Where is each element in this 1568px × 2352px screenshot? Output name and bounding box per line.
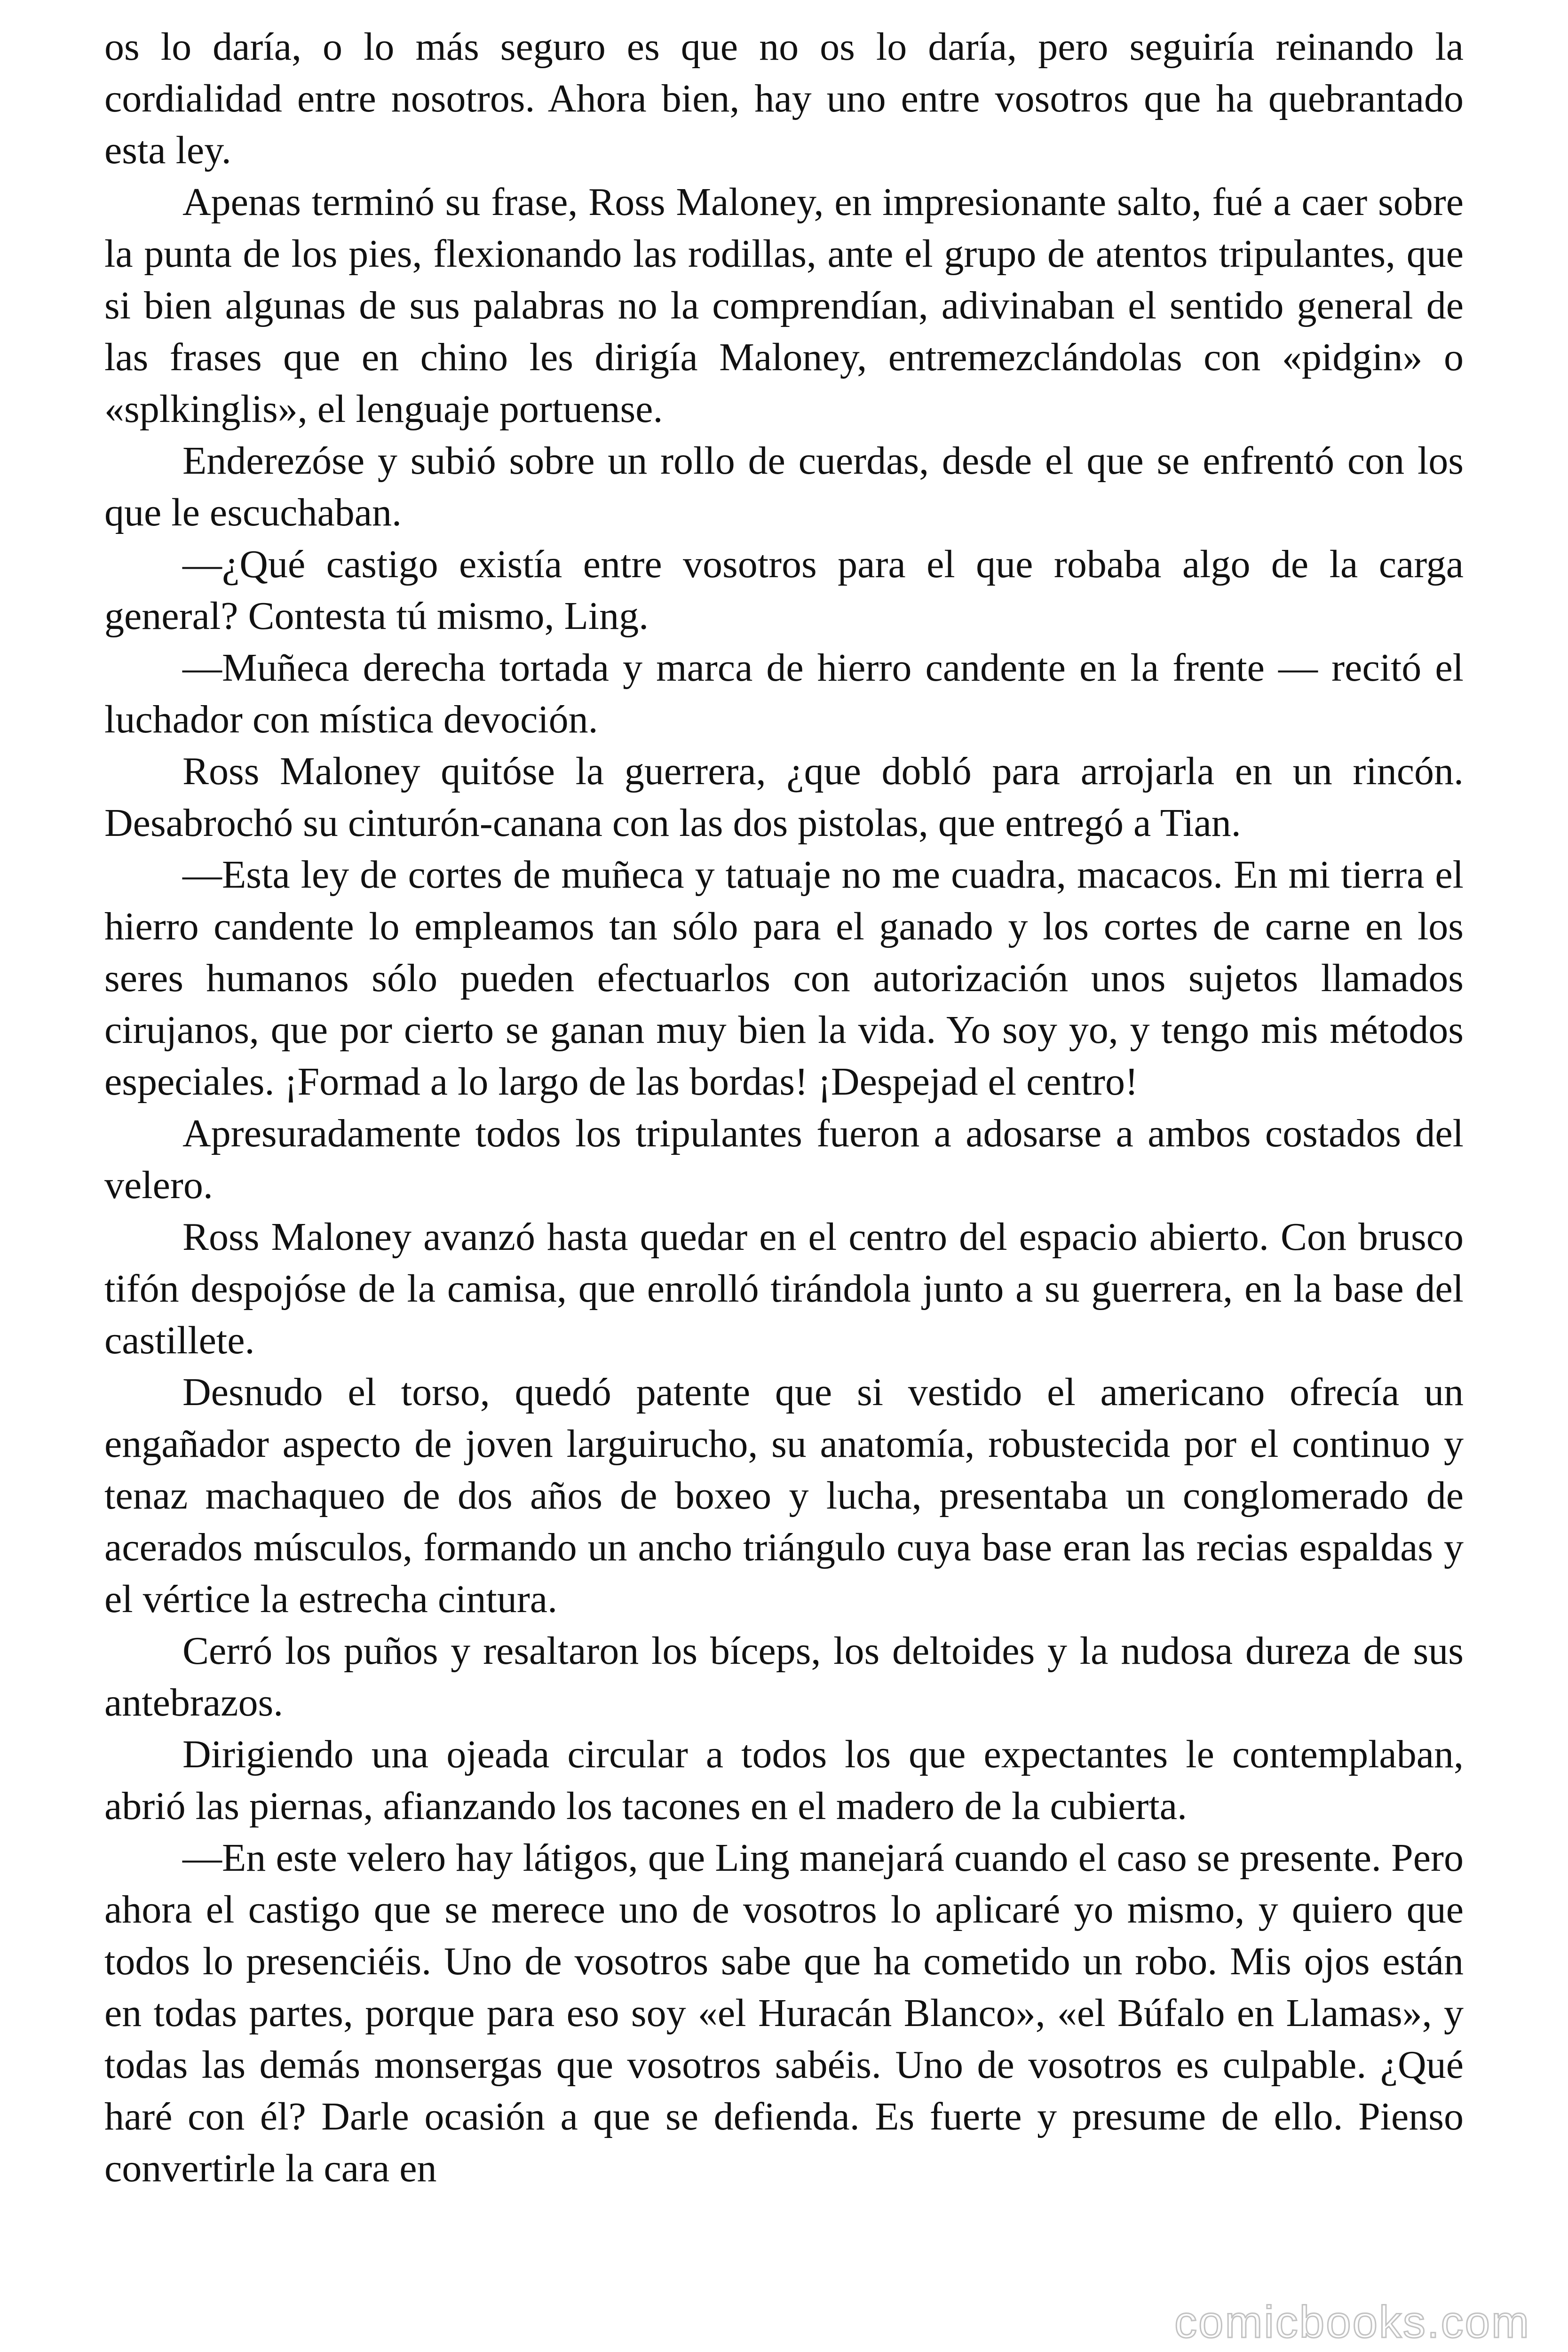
paragraph-2: Apenas terminó su frase, Ross Maloney, en impresionante salto, fué a caer sobre la punta de los pies, flexionando las rodillas, ante el grupo de atentos tripulantes, que si bien algunas de sus palabras no la comprendían, adivinaban el sentido general de las frases que en chino les dirigía Maloney, entremezclándolas con «pidgin» o «splkinglis», el lenguaje portuense. bbox=[104, 180, 1464, 431]
paragraph-5: —Muñeca derecha tortada y marca de hierro candente en la frente — recitó el luchador con mística devoción. bbox=[104, 646, 1464, 741]
paragraph-6: Ross Maloney quitóse la guerrera, ¿que dobló para arrojarla en un rincón. Desabrochó su cinturón-canana con las dos pistolas, que entregó a Tian. bbox=[104, 749, 1464, 845]
paragraph-11: Cerró los puños y resaltaron los bíceps, los deltoides y la nudosa dureza de sus antebrazos. bbox=[104, 1629, 1464, 1724]
paragraph-3: Enderezóse y subió sobre un rollo de cuerdas, desde el que se enfrentó con los que le escuchaban. bbox=[104, 439, 1464, 534]
paragraph-12: Dirigiendo una ojeada circular a todos los que expectantes le contemplaban, abrió las piernas, afianzando los tacones en el madero de la cubierta. bbox=[104, 1732, 1464, 1828]
paragraph-10: Desnudo el torso, quedó patente que si vestido el americano ofrecía un engañador aspecto de joven larguirucho, su anatomía, robustecida por el continuo y tenaz machaqueo de dos años de boxeo y lucha, presentaba un conglomerado de acerados músculos, formando un ancho triángulo cuya base eran las recias espaldas y el vértice la estrecha cintura. bbox=[104, 1370, 1464, 1621]
paragraph-8: Apresuradamente todos los tripulantes fueron a adosarse a ambos costados del velero. bbox=[104, 1112, 1464, 1207]
paragraph-9: Ross Maloney avanzó hasta quedar en el centro del espacio abierto. Con brusco tifón despojóse de la camisa, que enrolló tirándola junto a su guerrera, en la base del castillete. bbox=[104, 1215, 1464, 1362]
paragraph-13: —En este velero hay látigos, que Ling manejará cuando el caso se presente. Pero ahora el castigo que se merece uno de vosotros lo aplicaré yo mismo, y quiero que todos lo presenciéis. Uno de vosotros sabe que ha cometido un robo. Mis ojos están en todas partes, porque para eso soy «el Huracán Blanco», «el Búfalo en Llamas», y todas las demás monsergas que vosotros sabéis. Uno de vosotros es culpable. ¿Qué haré con él? Darle ocasión a que se defienda. Es fuerte y presume de ello. Pienso convertirle la cara en bbox=[104, 1836, 1464, 2190]
watermark-text: comicbooks.com bbox=[1174, 2297, 1530, 2347]
paragraph-7: —Esta ley de cortes de muñeca y tatuaje no me cuadra, macacos. En mi tierra el hierro candente lo empleamos tan sólo para el ganado y los cortes de carne en los seres humanos sólo pueden efectuarlos con autorización unos sujetos llamados cirujanos, que por cierto se ganan muy bien la vida. Yo soy yo, y tengo mis métodos especiales. ¡Formad a lo largo de las bordas! ¡Despejad el centro! bbox=[104, 853, 1464, 1104]
paragraph-4: —¿Qué castigo existía entre vosotros para el que robaba algo de la carga general? Contesta tú mismo, Ling. bbox=[104, 542, 1464, 638]
document-page bbox=[104, 21, 1464, 2194]
paragraph-1: os lo daría, o lo más seguro es que no os lo daría, pero seguiría reinando la cordialidad entre nosotros. Ahora bien, hay uno entre vosotros que ha quebrantado esta ley. bbox=[104, 25, 1464, 172]
